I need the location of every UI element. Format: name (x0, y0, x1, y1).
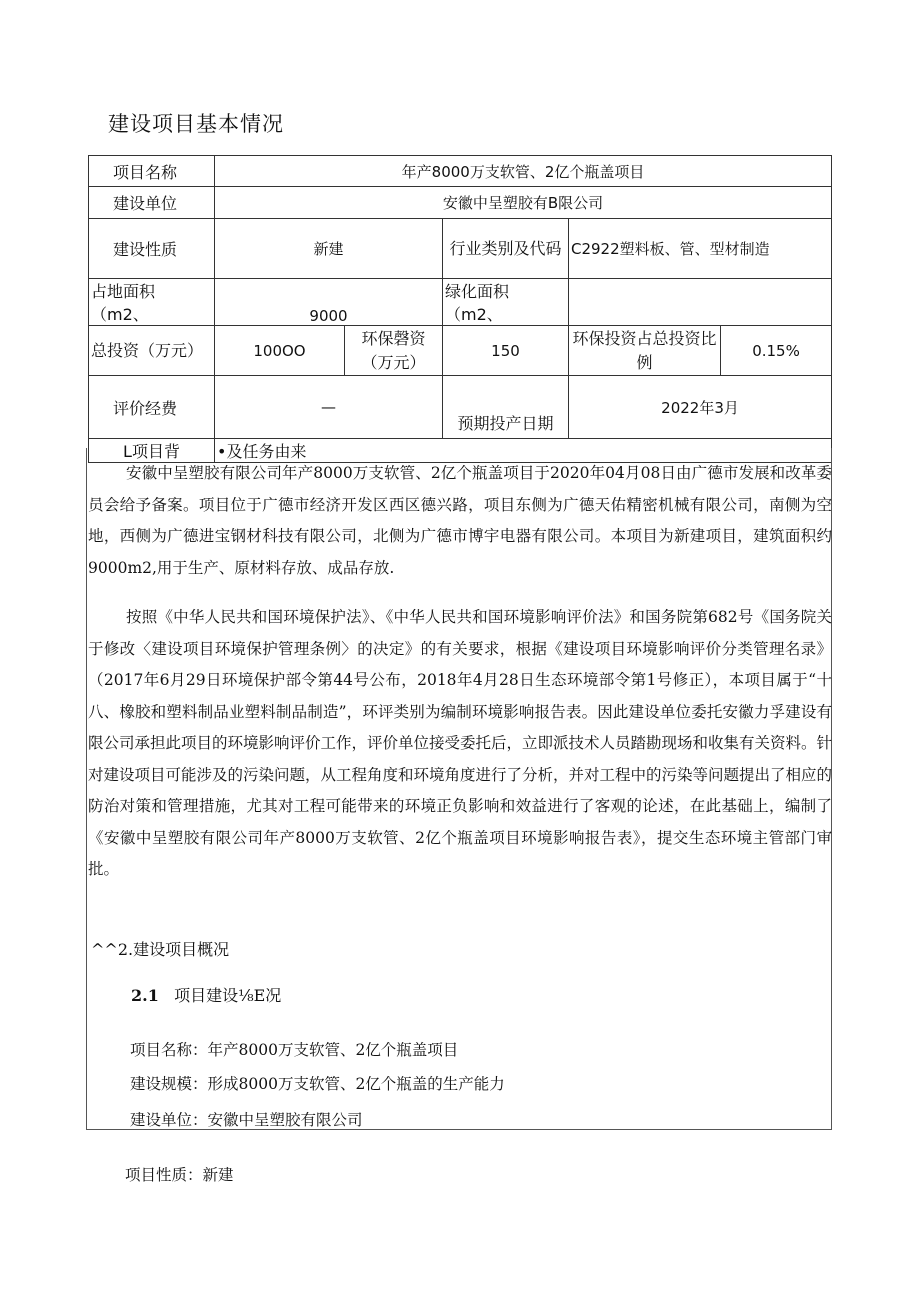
background-value: •及任务由来 (215, 439, 832, 463)
basic-info-table (88, 155, 832, 463)
nature-value: 新建 (215, 219, 443, 279)
paragraph-1: 安徽中呈塑胶有限公司年产8000万支软管、2亿个瓶盖项目于2020年04月08日由广德市发展和改革委员会给予备案。项目位于广德市经济开发区西区德兴路，项目东侧为广德天佑精密机械有限公司，南侧为空地，西侧为广德进宝钢材科技有限公司，北侧为广德市博宇电器有限公司。本项目为新建项目，建筑面积约9000m2,用于生产、原材料存放、成品存放. (88, 464, 832, 577)
line-project-nature: 项目性质：新建 (125, 1166, 234, 1184)
table-row (89, 156, 832, 187)
green-value (569, 279, 832, 326)
fee-label: 评价经费 (89, 376, 215, 439)
env-invest-value: 150 (443, 326, 569, 376)
ratio-value: 0.15% (721, 326, 832, 376)
table-row (89, 279, 832, 326)
table-row (89, 219, 832, 279)
table-row (89, 376, 832, 439)
env-invest-label: 环保磬资（万元） (345, 326, 443, 376)
table-row (89, 187, 832, 219)
line-build-unit: 建设单位：安徽中呈塑胶有限公司 (130, 1111, 363, 1129)
industry-label: 行业类别及代码 (443, 219, 569, 279)
date-label: 预期投产日期 (443, 376, 569, 439)
area-value: 9000 (215, 279, 443, 326)
unit-value: 安徽中呈塑胶有B限公司 (215, 187, 832, 219)
subsection-number: 2.1 (131, 986, 159, 1005)
date-value: 2022年3月 (569, 376, 832, 439)
unit-label: 建设单位 (89, 187, 215, 219)
invest-value: 100OO (215, 326, 345, 376)
project-name-value: 年产8000万支软管、2亿个瓶盖项目 (215, 156, 832, 187)
table-row (89, 326, 832, 376)
nature-label: 建设性质 (89, 219, 215, 279)
area-label: 占地面积（m2、 (89, 279, 215, 326)
industry-value: C2922塑料板、管、型材制造 (569, 219, 832, 279)
fee-value: — (215, 376, 443, 439)
background-label: L项目背 (89, 439, 215, 463)
subsection-title: 项目建设⅛E况 (174, 986, 282, 1005)
invest-label: 总投资（万元） (89, 326, 215, 376)
section-2-heading: ^^2.建设项目概况 (91, 940, 230, 959)
line-project-name: 项目名称：年产8000万支软管、2亿个瓶盖项目 (130, 1041, 459, 1059)
ratio-label: 环保投资占总投资比例 (569, 326, 721, 376)
paragraph-2: 按照《中华人民共和国环境保护法》、《中华人民共和国环境影响评价法》和国务院第682号《国务院关于修改〈建设项目环境保护管理条例〉的决定》的有关要求，根据《建设项目环境影响评价分类管理名录》（2017年6月29日环境保护部令第44号公布，2018年4月28日生态环境部令第1号修正），本项目属于“十八、橡胶和塑料制品业塑料制品制造”，环评类别为编制环境影响报告表。因此建设单位委托安徽力孚建设有限公司承担此项目的环境影响评价工作，评价单位接受委托后，立即派技术人员踏勘现场和收集有关资料。针对建设项目可能涉及的污染问题，从工程角度和环境角度进行了分析，并对工程中的污染等问题提出了相应的防治对策和管理措施，尤其对工程可能带来的环境正负影响和效益进行了客观的论述，在此基础上，编制了《安徽中呈塑胶有限公司年产8000万支软管、2亿个瓶盖项目环境影响报告表》，提交生态环境主管部门审批。 (88, 608, 833, 878)
page-title: 建设项目基本情况 (108, 112, 284, 136)
project-name-label: 项目名称 (89, 156, 215, 187)
line-build-scale: 建设规模：形成8000万支软管、2亿个瓶盖的生产能力 (130, 1075, 505, 1093)
subsection-heading (131, 983, 281, 1006)
green-label: 绿化面积（m2、 (443, 279, 569, 326)
